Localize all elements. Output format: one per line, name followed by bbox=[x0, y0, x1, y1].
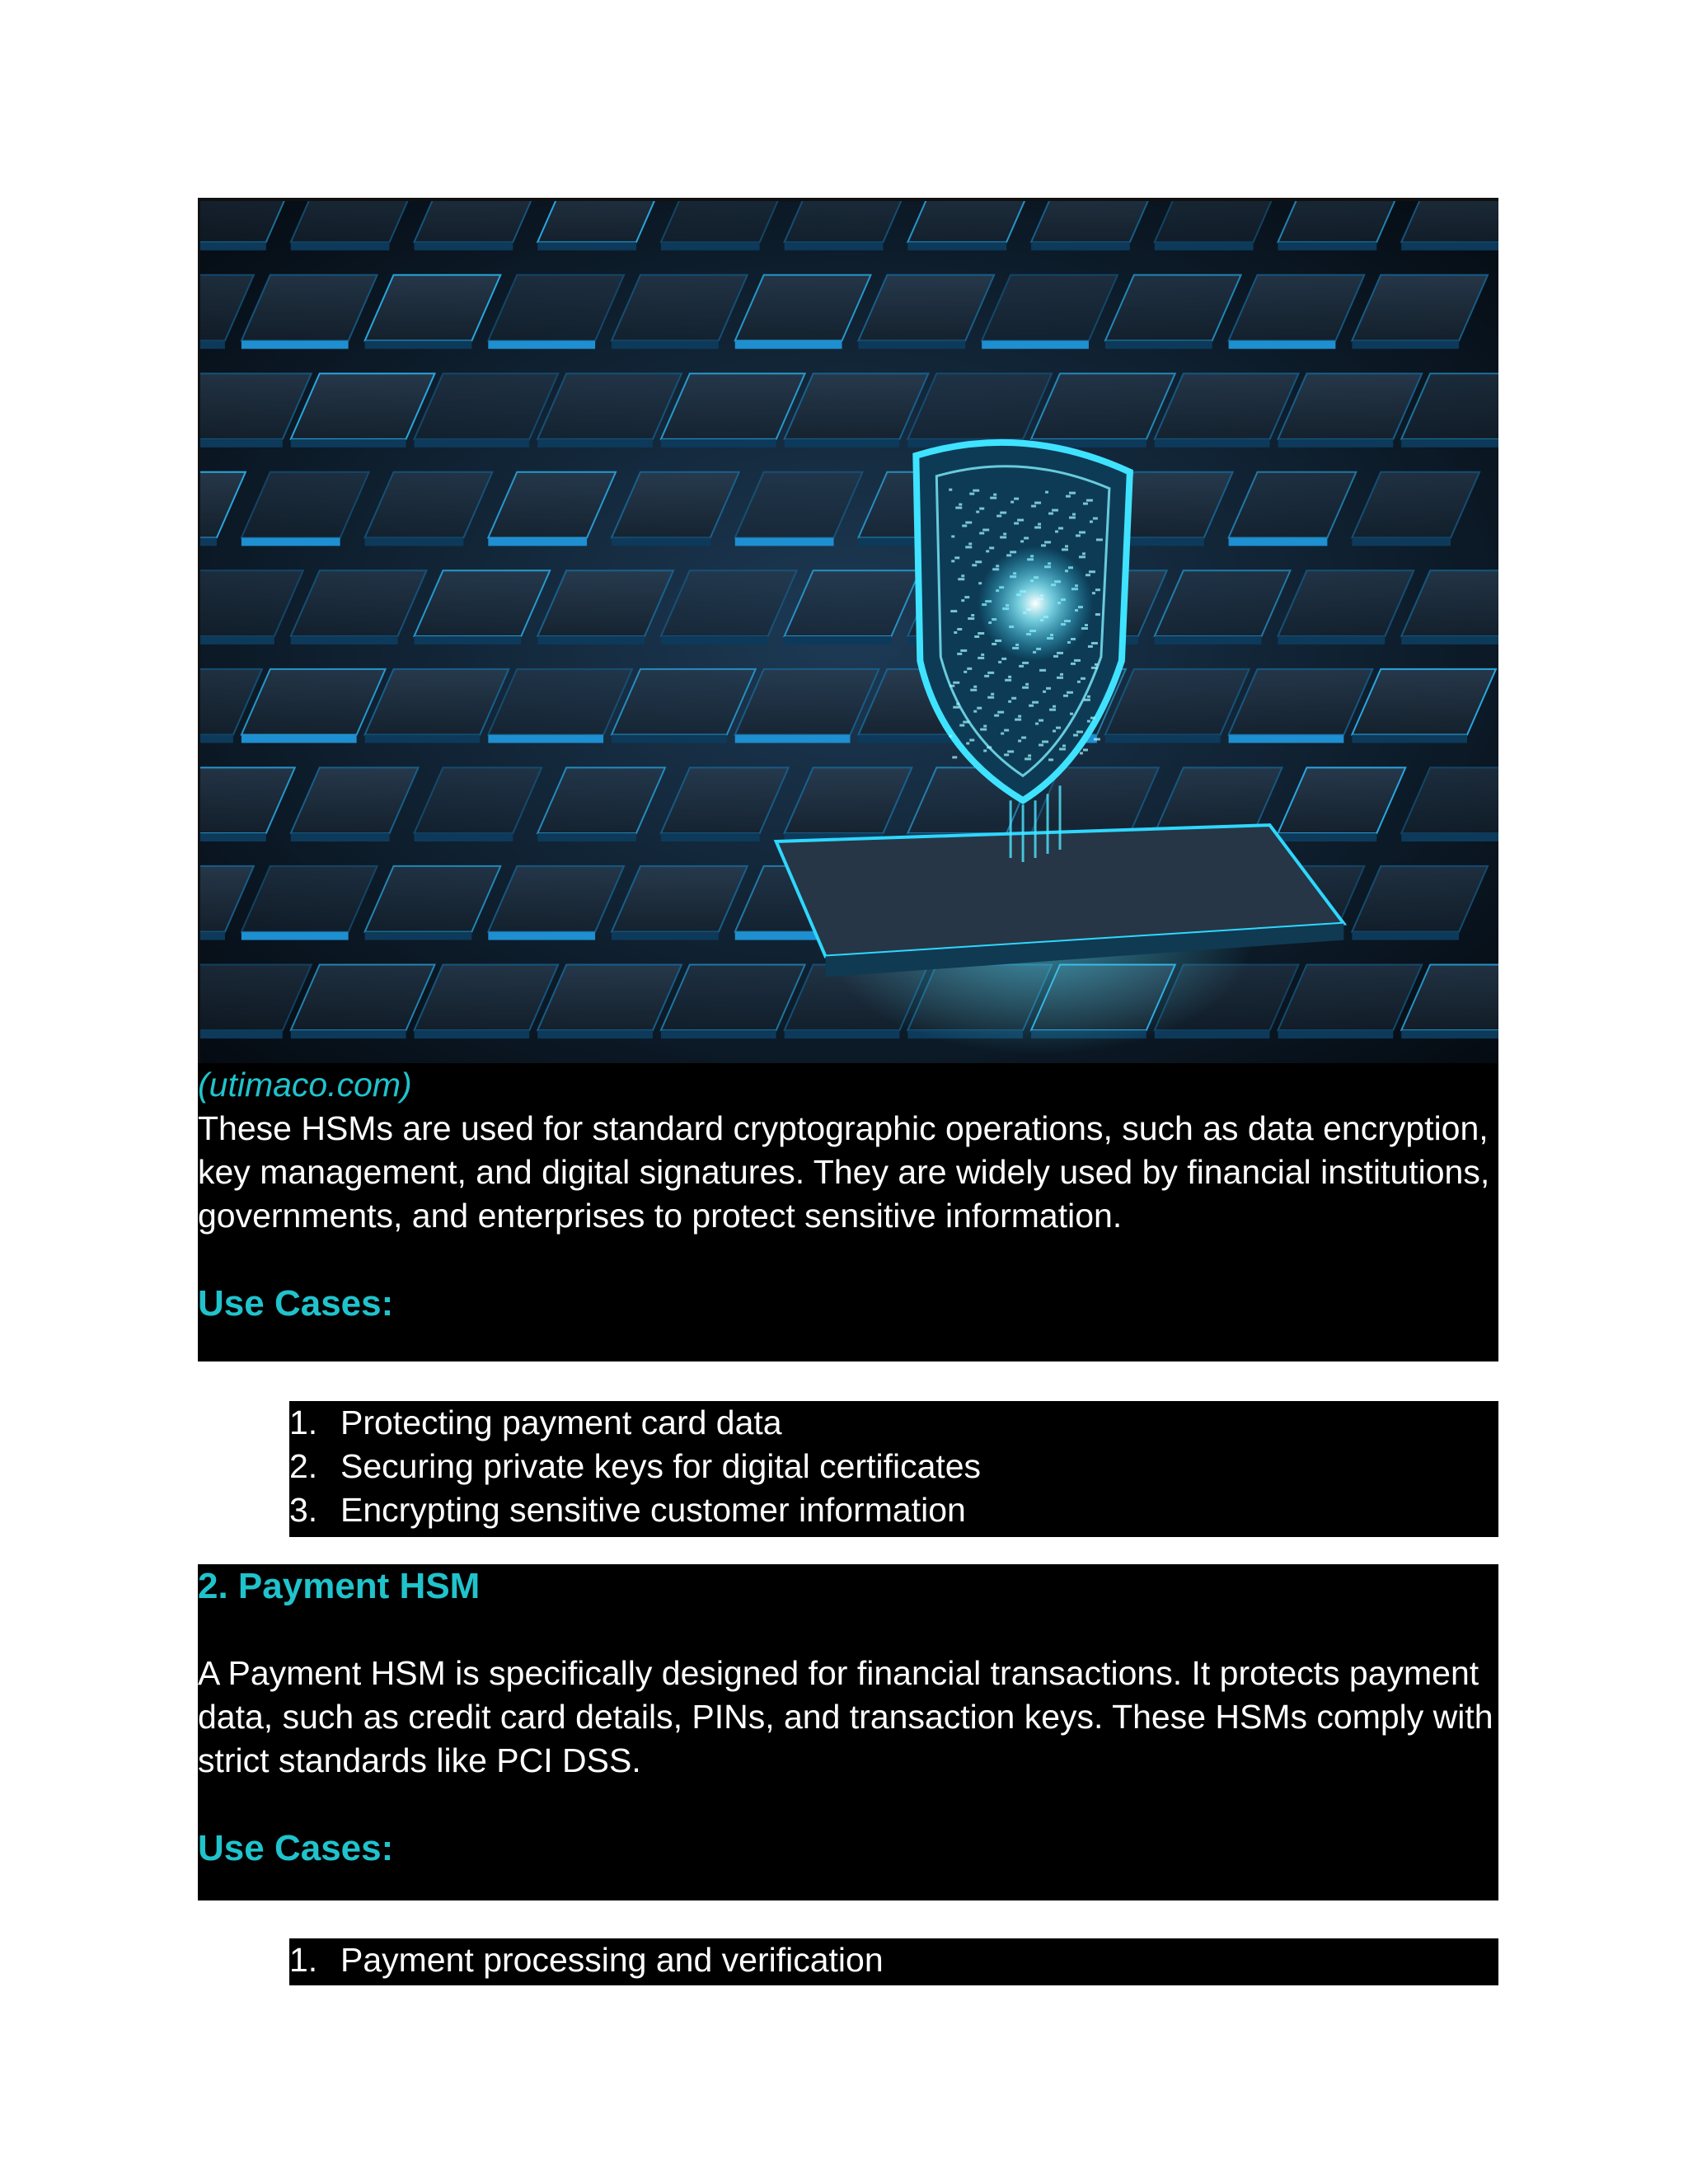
list-item bbox=[289, 1445, 1498, 1488]
image-source-caption: (utimaco.com) bbox=[198, 1066, 412, 1104]
shield-data-dot bbox=[998, 661, 1001, 663]
shield-data-dot bbox=[974, 635, 979, 638]
shield-data-dot bbox=[1092, 592, 1095, 594]
shield-data-dot bbox=[1029, 705, 1034, 707]
shield-data-dot bbox=[959, 724, 964, 727]
shield-data-dot bbox=[1019, 665, 1024, 668]
shield-data-dot bbox=[1025, 683, 1029, 686]
shield-data-dot bbox=[965, 522, 972, 524]
shield-data-dot bbox=[1065, 545, 1068, 547]
circuit-tile-edge bbox=[241, 735, 357, 743]
circuit-tile-edge bbox=[1278, 636, 1386, 644]
circuit-tile-edge bbox=[537, 439, 653, 448]
shield-data-dot bbox=[1091, 642, 1098, 644]
shield-data-dot bbox=[978, 657, 984, 659]
circuit-tile-edge bbox=[365, 537, 464, 546]
circuit-tile-edge bbox=[1401, 636, 1498, 644]
circuit-tile-edge bbox=[241, 340, 349, 349]
shield-data-dot bbox=[957, 653, 962, 655]
shield-data-dot bbox=[991, 693, 994, 696]
circuit-tile-edge bbox=[1401, 439, 1498, 448]
shield-data-dot bbox=[1017, 519, 1024, 522]
shield-data-dot bbox=[1034, 502, 1041, 504]
shield-data-dot bbox=[1076, 731, 1083, 733]
circuit-tile-edge bbox=[1352, 932, 1459, 940]
circuit-tile-edge bbox=[488, 932, 595, 940]
use-cases-heading: Use Cases: bbox=[198, 1828, 394, 1868]
shield-data-dot bbox=[1082, 552, 1085, 555]
circuit-tile-edge bbox=[200, 833, 266, 841]
shield-data-dot bbox=[1083, 503, 1088, 505]
circuit-tile-edge bbox=[241, 537, 340, 546]
shield-data-dot bbox=[1096, 538, 1103, 541]
shield-data-dot bbox=[1056, 727, 1061, 729]
shield-data-dot bbox=[954, 631, 957, 634]
section2-use-cases-list bbox=[289, 1938, 1498, 1985]
circuit-tile-edge bbox=[1401, 833, 1498, 841]
shield-data-dot bbox=[1020, 540, 1024, 542]
shield-data-dot bbox=[1022, 662, 1029, 664]
section2-block bbox=[198, 1564, 1498, 1900]
circuit-tile-edge bbox=[735, 735, 851, 743]
shield-data-dot bbox=[960, 649, 967, 652]
shield-data-dot bbox=[1001, 658, 1006, 660]
list-item bbox=[289, 1401, 1498, 1445]
shield-data-dot bbox=[973, 710, 977, 713]
paragraph-line: A Payment HSM is specifically designed for financial transactions. It protects payment bbox=[198, 1654, 1479, 1692]
circuit-tile-edge bbox=[200, 636, 274, 644]
circuit-tile-edge bbox=[612, 932, 719, 940]
shield-data-dot bbox=[967, 668, 972, 670]
shield-data-dot bbox=[969, 739, 974, 742]
shield-data-dot bbox=[1024, 537, 1029, 539]
circuit-tile-edge bbox=[241, 932, 349, 940]
shield-data-dot bbox=[1014, 498, 1019, 500]
paragraph-line: strict standards like PCI DSS. bbox=[198, 1741, 641, 1779]
shield-data-dot bbox=[1059, 748, 1066, 750]
shield-data-dot bbox=[1058, 527, 1063, 529]
shield-data-dot bbox=[956, 703, 959, 705]
circuit-tile-edge bbox=[1278, 439, 1394, 448]
shield-data-dot bbox=[964, 596, 969, 598]
circuit-tile-edge bbox=[661, 439, 776, 448]
shield-data-dot bbox=[1080, 752, 1083, 754]
shield-data-dot bbox=[976, 511, 979, 513]
shield-data-dot bbox=[1004, 753, 1009, 756]
shield-data-dot bbox=[1018, 740, 1021, 743]
circuit-tile-edge bbox=[488, 340, 595, 349]
shield-data-dot bbox=[1046, 687, 1051, 690]
paragraph-line: data, such as credit card details, PINs, and transaction keys. These HSMs comply with bbox=[198, 1698, 1493, 1736]
circuit-tile-edge bbox=[365, 932, 472, 940]
shield-data-dot bbox=[1045, 491, 1048, 494]
use-cases-heading: Use Cases: bbox=[198, 1283, 394, 1324]
list-text: Encrypting sensitive customer information bbox=[340, 1491, 966, 1529]
shield-data-dot bbox=[983, 749, 987, 752]
shield-data-dot bbox=[981, 654, 984, 656]
section1-paragraph bbox=[198, 1107, 1498, 1238]
shield-data-dot bbox=[977, 707, 982, 710]
circuit-tile-edge bbox=[785, 636, 892, 644]
circuit-tile-edge bbox=[200, 932, 225, 940]
shield-data-dot bbox=[953, 706, 959, 709]
list-item bbox=[289, 1938, 1498, 1982]
shield-data-dot bbox=[1095, 613, 1100, 616]
shield-data-dot bbox=[1007, 750, 1014, 752]
shield-data-dot bbox=[962, 525, 967, 527]
shield-data-dot bbox=[1079, 531, 1085, 533]
paragraph-line: governments, and enterprises to protect sensitive information. bbox=[198, 1197, 1123, 1235]
shield-data-dot bbox=[1084, 699, 1090, 701]
circuit-tile-edge bbox=[661, 242, 760, 251]
section1-block bbox=[198, 1063, 1498, 1361]
circuit-tile-edge bbox=[1278, 242, 1377, 251]
list-number: 3. bbox=[289, 1491, 318, 1529]
circuit-tile-edge bbox=[537, 636, 645, 644]
shield-data-dot bbox=[1085, 574, 1090, 576]
shield-data-dot bbox=[968, 542, 972, 545]
shield-data-dot bbox=[1088, 645, 1093, 648]
shield-data-dot bbox=[1077, 681, 1081, 683]
circuit-tile-edge bbox=[735, 537, 834, 546]
shield-data-dot bbox=[987, 672, 994, 674]
circuit-tile-edge bbox=[291, 242, 390, 251]
shield-data-dot bbox=[1000, 536, 1006, 538]
shield-data-dot bbox=[961, 574, 964, 577]
shield-data-dot bbox=[1079, 555, 1085, 558]
shield-data-dot bbox=[1093, 518, 1098, 520]
circuit-tile-edge bbox=[291, 1030, 406, 1038]
shield-data-dot bbox=[1070, 713, 1073, 715]
list-text: Protecting payment card data bbox=[340, 1404, 782, 1441]
shield-data-dot bbox=[1043, 691, 1046, 693]
shield-data-dot bbox=[950, 610, 957, 612]
shield-data-dot bbox=[1062, 744, 1066, 747]
circuit-tile-edge bbox=[291, 636, 398, 644]
hsm-shield-image bbox=[198, 198, 1498, 1065]
shield-data-dot bbox=[987, 696, 994, 699]
shield-data-dot bbox=[969, 493, 974, 495]
list-number: 1. bbox=[289, 1941, 318, 1979]
circuit-tile-edge bbox=[1031, 242, 1130, 251]
circuit-tile-edge bbox=[415, 833, 513, 841]
shield-data-dot bbox=[951, 560, 954, 562]
shield-data-dot bbox=[964, 671, 967, 673]
shield-data-dot bbox=[990, 497, 996, 499]
shield-data-dot bbox=[954, 556, 959, 559]
shield-data-dot bbox=[1060, 673, 1063, 676]
shield-data-dot bbox=[1057, 677, 1063, 679]
shield-data-dot bbox=[968, 617, 974, 620]
shield-data-dot bbox=[1008, 676, 1011, 678]
circuit-tile-edge bbox=[612, 340, 719, 349]
circuit-tile-edge bbox=[200, 735, 233, 743]
circuit-tile-edge bbox=[1229, 537, 1328, 546]
shield-data-dot bbox=[1086, 499, 1093, 502]
shield-data-dot bbox=[1044, 541, 1051, 543]
section1-use-cases-list bbox=[289, 1401, 1498, 1537]
circuit-tile-edge bbox=[200, 242, 266, 251]
shield-data-dot bbox=[1090, 521, 1093, 523]
circuit-tile-edge bbox=[415, 636, 522, 644]
shield-data-dot bbox=[951, 535, 954, 537]
shield-data-dot bbox=[982, 528, 989, 531]
shield-data-dot bbox=[949, 489, 952, 491]
circuit-tile-edge bbox=[785, 242, 884, 251]
shield-data-dot bbox=[1005, 679, 1011, 682]
circuit-tile-edge bbox=[291, 439, 406, 448]
shield-data-dot bbox=[961, 599, 964, 602]
circuit-tile-edge bbox=[537, 833, 636, 841]
shield-data-dot bbox=[958, 578, 964, 580]
paragraph-line: These HSMs are used for standard cryptographic operations, such as data encryption, bbox=[198, 1109, 1489, 1147]
list-text: Payment processing and verification bbox=[340, 1941, 884, 1979]
shield-data-dot bbox=[1000, 512, 1006, 514]
circuit-tile-edge bbox=[1105, 340, 1212, 349]
shield-data-dot bbox=[993, 494, 996, 496]
circuit-tile-edge bbox=[365, 340, 472, 349]
circuit-tile-edge bbox=[661, 1030, 776, 1038]
circuit-tile-edge bbox=[537, 1030, 653, 1038]
shield-data-dot bbox=[997, 711, 1004, 714]
circuit-tile-edge bbox=[415, 242, 513, 251]
circuit-tile-edge bbox=[200, 537, 217, 546]
shield-data-dot bbox=[1053, 705, 1056, 708]
shield-data-dot bbox=[994, 715, 999, 717]
shield-data-dot bbox=[975, 560, 982, 563]
shield-data-dot bbox=[955, 507, 962, 509]
shield-data-dot bbox=[1004, 729, 1009, 732]
shield-data-dot bbox=[1008, 701, 1011, 703]
shield-data-dot bbox=[970, 689, 977, 691]
shield-data-dot bbox=[979, 532, 984, 534]
shield-data-dot bbox=[1072, 513, 1076, 516]
shield-data-dot bbox=[966, 742, 969, 744]
shield-data-dot bbox=[950, 685, 954, 687]
shield-data-dot bbox=[1022, 687, 1029, 689]
shield-data-dot bbox=[1094, 738, 1100, 741]
shield-data-dot bbox=[1032, 701, 1039, 704]
shield-data-dot bbox=[952, 756, 957, 758]
circuit-tile-edge bbox=[1105, 735, 1221, 743]
shield-data-dot bbox=[1053, 730, 1056, 733]
shield-data-dot bbox=[1039, 743, 1043, 746]
circuit-tile-edge bbox=[1155, 636, 1262, 644]
shield-data-dot bbox=[972, 564, 977, 566]
list-item bbox=[289, 1488, 1498, 1532]
shield-data-dot bbox=[979, 508, 984, 510]
shield-data-dot bbox=[1089, 570, 1095, 573]
shield-data-dot bbox=[1003, 532, 1006, 535]
shield-data-dot bbox=[1069, 492, 1076, 494]
circuit-tile-edge bbox=[1352, 537, 1451, 546]
circuit-tile-edge bbox=[1401, 242, 1498, 251]
shield-data-dot bbox=[980, 729, 987, 731]
circuit-tile-edge bbox=[291, 833, 390, 841]
shield-data-dot bbox=[1048, 758, 1053, 761]
shield-data-dot bbox=[1083, 748, 1088, 751]
circuit-tile-edge bbox=[200, 340, 225, 349]
shield-data-dot bbox=[963, 721, 969, 724]
shield-data-dot bbox=[1018, 715, 1021, 718]
list-number: 2. bbox=[289, 1447, 318, 1485]
circuit-board-illustration bbox=[200, 201, 1498, 1065]
circuit-tile-edge bbox=[661, 636, 768, 644]
circuit-tile-edge bbox=[1352, 340, 1459, 349]
shield-data-dot bbox=[1052, 509, 1058, 512]
shield-data-dot bbox=[1039, 669, 1046, 672]
circuit-tile-edge bbox=[200, 1030, 283, 1038]
circuit-tile-edge bbox=[612, 537, 710, 546]
circuit-tile-edge bbox=[488, 537, 587, 546]
circuit-tile-edge bbox=[982, 340, 1089, 349]
shield-data-dot bbox=[1042, 741, 1048, 743]
circuit-tile-edge bbox=[488, 735, 603, 743]
shield-data-dot bbox=[1095, 663, 1098, 666]
shield-data-dot bbox=[1028, 754, 1031, 757]
shield-data-dot bbox=[973, 490, 979, 492]
shield-data-dot bbox=[978, 632, 984, 635]
shield-data-dot bbox=[1074, 659, 1081, 662]
circuit-tile-edge bbox=[1229, 735, 1344, 743]
shield-data-dot bbox=[1001, 733, 1004, 735]
shield-data-dot bbox=[957, 628, 962, 630]
shield-data-dot bbox=[1025, 757, 1031, 760]
shield-data-dot bbox=[1035, 723, 1039, 725]
shield-data-dot bbox=[983, 725, 987, 728]
circuit-tile-edge bbox=[1401, 1030, 1498, 1038]
shield-data-dot bbox=[1049, 709, 1056, 711]
shield-data-dot bbox=[1031, 505, 1036, 508]
shield-data-dot bbox=[1076, 534, 1081, 537]
shield-data-dot bbox=[1062, 548, 1068, 551]
circuit-tile-edge bbox=[1229, 340, 1336, 349]
circuit-tile-edge bbox=[1352, 735, 1467, 743]
shield-data-dot bbox=[986, 550, 989, 552]
shield-data-dot bbox=[973, 686, 977, 688]
shield-data-dot bbox=[989, 546, 994, 549]
shield-data-dot bbox=[1034, 526, 1041, 528]
shield-data-dot bbox=[984, 675, 989, 677]
shield-data-dot bbox=[1071, 663, 1076, 665]
shield-data-dot bbox=[959, 504, 962, 506]
shield-data-dot bbox=[1066, 495, 1071, 498]
circuit-tile-edge bbox=[415, 1030, 530, 1038]
shield-data-dot bbox=[953, 682, 959, 684]
paragraph-line: key management, and digital signatures. They are widely used by financial institutions, bbox=[198, 1153, 1490, 1191]
list-number: 1. bbox=[289, 1404, 318, 1441]
shield-data-dot bbox=[1091, 667, 1098, 669]
shield-data-dot bbox=[1011, 697, 1016, 700]
shield-data-dot bbox=[1039, 719, 1043, 722]
shield-data-dot bbox=[1067, 691, 1073, 694]
shield-data-dot bbox=[1055, 530, 1058, 532]
list-text: Securing private keys for digital certificates bbox=[340, 1447, 982, 1485]
shield-data-dot bbox=[949, 735, 952, 738]
circuit-tile-edge bbox=[415, 439, 530, 448]
circuit-tile-edge bbox=[537, 242, 636, 251]
circuit-tile-edge bbox=[785, 439, 900, 448]
shield-data-dot bbox=[987, 746, 992, 748]
shield-data-dot bbox=[1048, 513, 1053, 515]
circuit-tile-edge bbox=[907, 242, 1006, 251]
shield-data-dot bbox=[1087, 720, 1090, 723]
circuit-tile-edge bbox=[735, 340, 842, 349]
circuit-tile-edge bbox=[1155, 1030, 1270, 1038]
shield-data-dot bbox=[965, 546, 972, 548]
shield-data-dot bbox=[1069, 517, 1076, 519]
circuit-tile-edge bbox=[365, 735, 481, 743]
circuit-tile-edge bbox=[785, 1030, 900, 1038]
shield-data-dot bbox=[996, 515, 1001, 518]
circuit-tile-edge bbox=[1155, 439, 1270, 448]
circuit-tile-edge bbox=[858, 340, 965, 349]
shield-data-dot bbox=[1081, 677, 1085, 680]
shield-data-dot bbox=[971, 614, 974, 616]
section-heading: 2. Payment HSM bbox=[198, 1566, 481, 1606]
circuit-tile bbox=[1401, 201, 1498, 242]
shield-data-dot bbox=[1090, 717, 1095, 719]
shield-data-dot bbox=[1087, 696, 1090, 698]
section2-paragraph bbox=[198, 1652, 1498, 1783]
shield-data-dot bbox=[1021, 737, 1026, 739]
shield-data-dot bbox=[1063, 695, 1068, 697]
shield-data-dot bbox=[1038, 523, 1041, 526]
circuit-tile-edge bbox=[1278, 1030, 1394, 1038]
circuit-tile-edge bbox=[661, 833, 760, 841]
circuit-tile-edge bbox=[612, 735, 727, 743]
circuit-tile-edge bbox=[200, 439, 283, 448]
shield-data-dot bbox=[1095, 588, 1100, 591]
circuit-tile-edge bbox=[1155, 242, 1254, 251]
shield-data-dot bbox=[1073, 734, 1078, 737]
shield-data-dot bbox=[1015, 719, 1021, 721]
circuit-tile-edge bbox=[1278, 833, 1377, 841]
shield-data-dot bbox=[1010, 501, 1014, 504]
shield-data-dot bbox=[1014, 523, 1019, 525]
